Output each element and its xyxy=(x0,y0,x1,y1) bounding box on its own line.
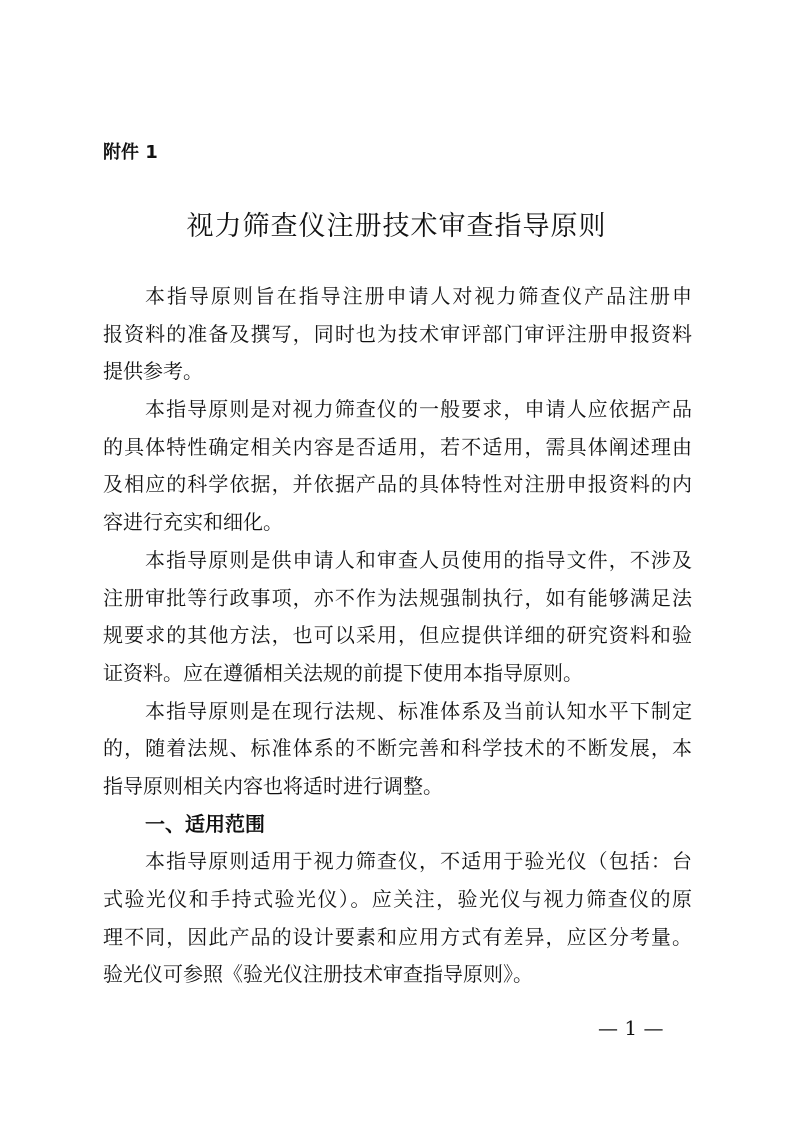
text-line: 本指导原则是对视力筛查仪的一般要求，申请人应依据产品 xyxy=(145,397,692,422)
text-line: 本指导原则适用于视力筛查仪，不适用于验光仪（包括：台 xyxy=(145,849,692,874)
paragraph-1 xyxy=(103,278,692,391)
text-line: 报资料的准备及撰写，同时也为技术审评部门审评注册申报资料 xyxy=(103,321,692,346)
text-line: 注册审批等行政事项，亦不作为法规强制执行，如有能够满足法 xyxy=(103,585,692,610)
text-line: 的，随着法规、标准体系的不断完善和科学技术的不断发展，本 xyxy=(103,736,692,761)
paragraph-5 xyxy=(103,843,692,994)
text-line: 提供参考。 xyxy=(103,359,203,384)
document-title: 视力筛查仪注册技术审查指导原则 xyxy=(186,211,607,242)
text-line: 验光仪可参照《验光仪注册技术审查指导原则》。 xyxy=(103,962,533,987)
paragraph-4 xyxy=(103,693,692,806)
text-line: 指导原则相关内容也将适时进行调整。 xyxy=(103,773,443,798)
paragraph-3 xyxy=(103,542,692,693)
text-line: 证资料。应在遵循相关法规的前提下使用本指导原则。 xyxy=(103,660,583,685)
page-number: — 1 — xyxy=(598,1016,664,1040)
document-body xyxy=(103,278,692,994)
text-line: 本指导原则是供申请人和审查人员使用的指导文件，不涉及 xyxy=(145,547,692,572)
text-line: 规要求的其他方法，也可以采用，但应提供详细的研究资料和验 xyxy=(103,623,692,648)
text-line: 本指导原则旨在指导注册申请人对视力筛查仪产品注册申 xyxy=(145,284,692,308)
text-line: 本指导原则是在现行法规、标准体系及当前认知水平下制定 xyxy=(145,698,692,723)
text-line: 及相应的科学依据，并依据产品的具体特性对注册申报资料的内 xyxy=(103,472,692,497)
text-line: 容进行充实和细化。 xyxy=(103,510,283,535)
text-line: 的具体特性确定相关内容是否适用，若不适用，需具体阐述理由 xyxy=(103,434,692,459)
text-line: 理不同，因此产品的设计要素和应用方式有差异，应区分考量。 xyxy=(103,924,692,949)
paragraph-2 xyxy=(103,391,692,542)
attachment-label: 附件 1 xyxy=(103,142,158,163)
section-heading: 一、适用范围 xyxy=(145,811,265,836)
text-line: 式验光仪和手持式验光仪）。应关注，验光仪与视力筛查仪的原 xyxy=(103,887,692,911)
